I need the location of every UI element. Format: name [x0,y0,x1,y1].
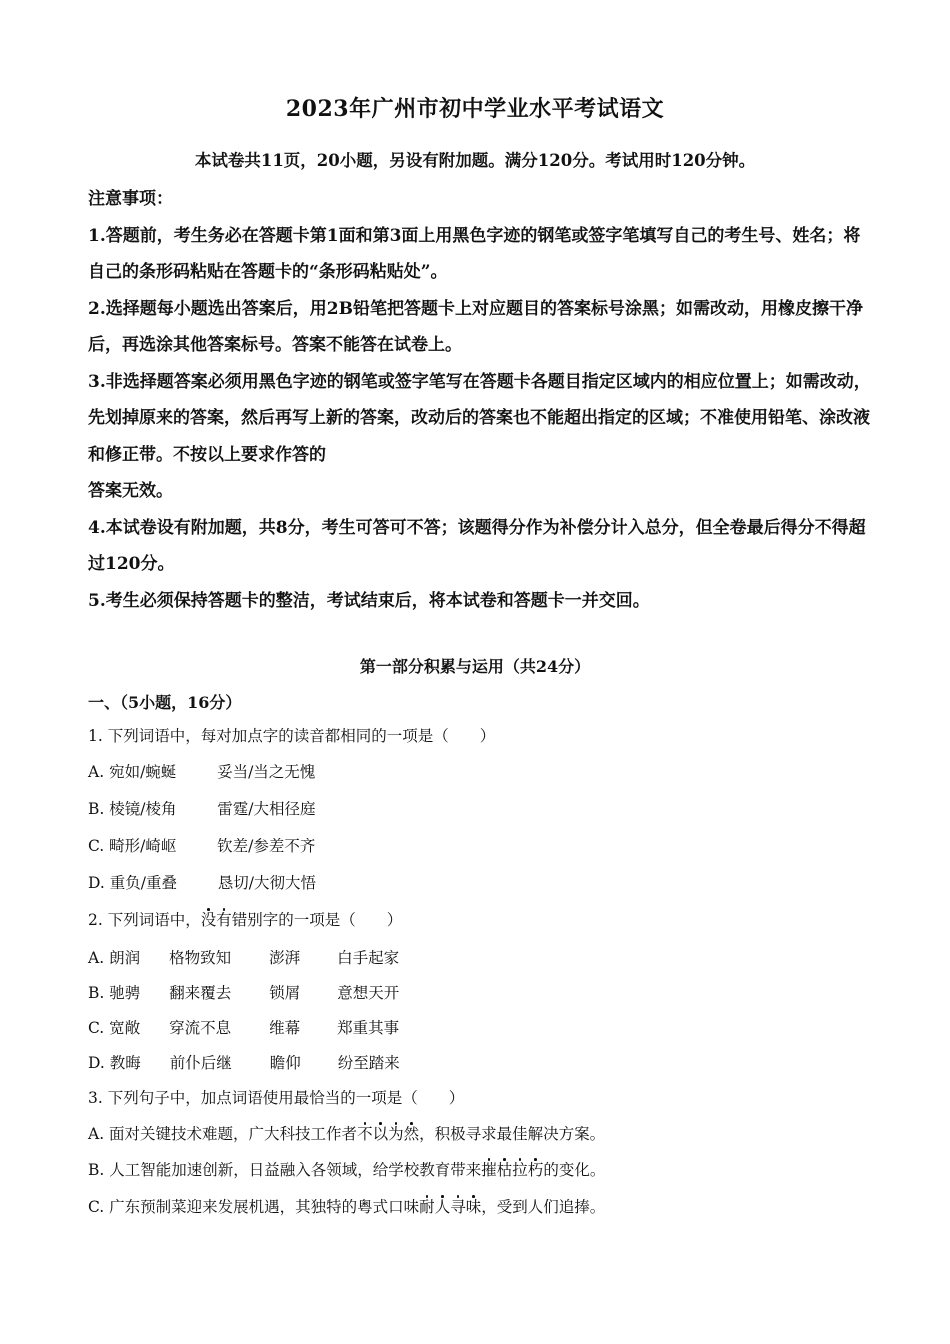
emphasized-text: 不以为然 [357,1125,420,1143]
q3-option-a [88,1123,605,1145]
option-label: B. [88,984,110,1002]
option-word: 白手起家 [337,949,400,967]
note-item: 答案无效。 [88,481,173,501]
option-word: 郑重其事 [337,1019,400,1037]
q2-option-b [88,982,399,1004]
option-word: 维幕 [269,1019,301,1037]
option-text: C. 广东预制菜迎来发展机遇，其独特的粤式口味 [88,1198,420,1216]
option-word: 纷至踏来 [337,1054,400,1072]
note-item: 5.考生必须保持答题卡的整洁，考试结束后，将本试卷和答题卡一并交回。 [88,590,650,611]
option-word: 意想天开 [337,984,400,1002]
option-label: C. [88,1019,110,1037]
question-1-stem: 1. 下列词语中，每对加点字的读音都相同的一项是（ ） [88,727,496,745]
option-word: 恳切/大彻大悟 [217,874,316,892]
option-label: A. [88,949,110,967]
option-label: A. [88,763,110,781]
option-word: 前仆后继 [169,1054,232,1072]
option-word: 穿流不息 [169,1019,232,1037]
question-2-stem [88,909,402,931]
option-word: 瞻仰 [269,1054,301,1072]
part-title: 第一部分积累与运用（共24分） [359,657,591,676]
q1-option-a [88,761,315,783]
option-word: 格物致知 [169,949,232,967]
q1-option-b [88,798,315,820]
option-word: 雷霆/大相径庭 [217,800,316,818]
option-text: A. 面对关键技术难题，广大科技工作者 [88,1125,358,1143]
question-3-stem: 3. 下列句子中，加点词语使用最恰当的一项是（ ） [88,1089,465,1107]
q2-option-c [88,1017,399,1039]
emphasized-text: 耐人寻味 [419,1198,482,1216]
option-text: ，积极寻求最佳解决方案。 [419,1125,606,1143]
q1-option-c [88,835,315,857]
option-word: 教晦 [109,1054,141,1072]
note-item: 4.本试卷设有附加题，共8分，考生可答可不答；该题得分作为补偿分计入总分，但全卷最后得分不得超过120分。 [88,517,866,574]
option-label: D. [88,1054,110,1072]
notes-heading: 注意事项： [88,189,173,209]
option-word: 重负/重叠 [109,874,177,892]
emphasized-text: 摧枯拉朽 [481,1161,544,1179]
q3-option-b [88,1159,605,1181]
option-word: 翻来覆去 [169,984,232,1002]
notes-block [88,181,873,619]
option-label: D. [88,874,110,892]
option-word: 宛如/蜿蜒 [109,763,177,781]
option-label: C. [88,837,110,855]
option-text: ，受到人们追捧。 [481,1198,606,1216]
option-word: 澎湃 [269,949,301,967]
option-word: 钦差/参差不齐 [217,837,316,855]
section-title: 一、（5小题，16分） [88,693,242,712]
note-item: 2.选择题每小题选出答案后，用2B铅笔把答题卡上对应题目的答案标号涂黑；如需改动，用橡皮擦干净后，再选涂其他答案标号。答案不能答在试卷上。 [88,298,863,355]
option-word: 宽敞 [109,1019,141,1037]
option-word: 朗润 [109,949,141,967]
option-word: 畸形/崎岖 [109,837,177,855]
stem-text: 2. 下列词语中， [88,911,201,929]
option-word: 妥当/当之无愧 [217,763,316,781]
page-title: 2023年广州市初中学业水平考试语文 [285,96,665,122]
exam-info: 本试卷共11页，20小题，另设有附加题。满分120分。考试用时120分钟。 [194,151,756,170]
option-word: 棱镜/棱角 [109,800,177,818]
q2-option-d [88,1052,400,1074]
option-label: B. [88,800,110,818]
option-text: 的变化。 [543,1161,606,1179]
stem-text: 错别字的一项是（ ） [231,911,403,929]
option-word: 锁屑 [269,984,301,1002]
option-word: 驰骋 [109,984,141,1002]
emphasized-text: 没有 [200,911,232,929]
q3-option-c [88,1196,605,1218]
q1-option-d [88,872,316,894]
option-text: B. 人工智能加速创新，日益融入各领域，给学校教育带来 [88,1161,482,1179]
q2-option-a [88,947,399,969]
note-item: 3.非选择题答案必须用黑色字迹的钢笔或签字笔写在答题卡各题目指定区域内的相应位置上；如需改动，先划掉原来的答案，然后再写上新的答案，改动后的答案也不能超出指定的区域；不准使用铅笔、涂改液和修正带。不按以上要求作答的 [88,371,871,465]
note-item: 1.答题前，考生务必在答题卡第1面和第3面上用黑色字迹的钢笔或签字笔填写自己的考生号、姓名；将自己的条形码粘贴在答题卡的“条形码粘贴处”。 [88,225,861,282]
